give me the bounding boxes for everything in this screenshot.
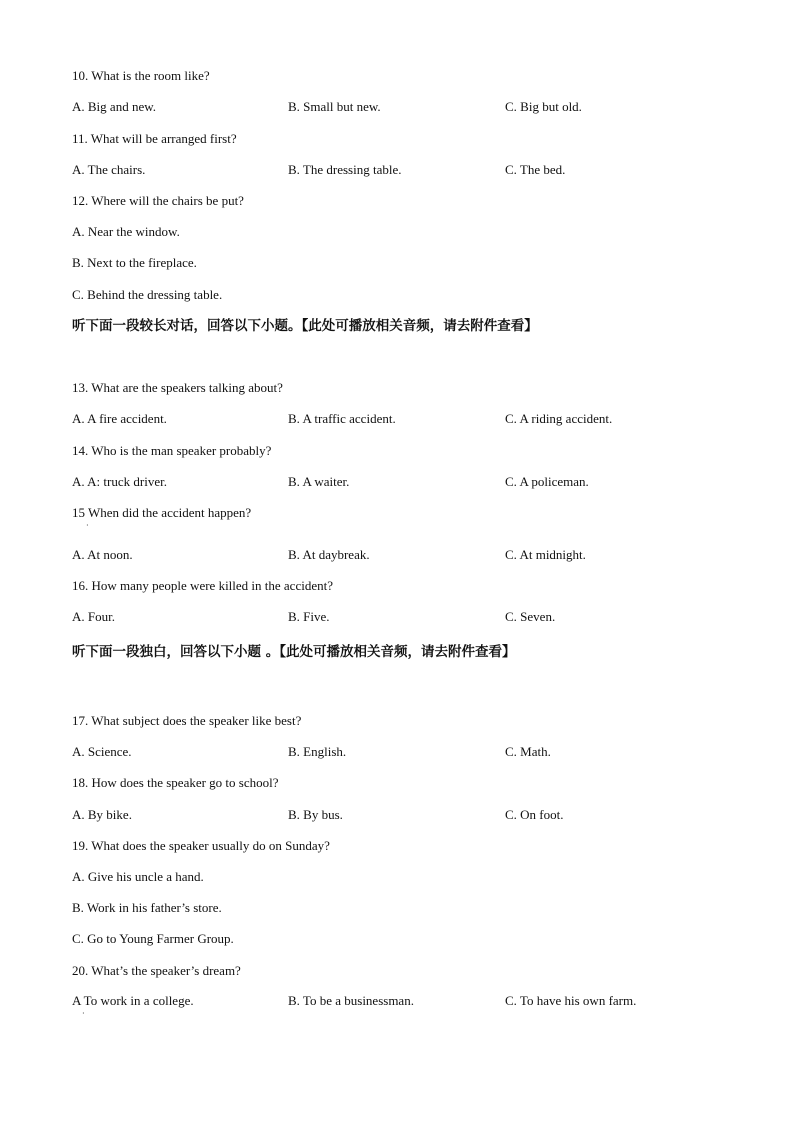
question-19: 19. What does the speaker usually do on Sunday? bbox=[72, 838, 330, 853]
q18-option-b: B. By bus. bbox=[288, 807, 343, 822]
stray-dot-mark-2: · bbox=[82, 1009, 85, 1018]
q14-option-c: C. A policeman. bbox=[505, 474, 589, 489]
stray-dot-mark: · bbox=[86, 521, 89, 530]
q13-option-b: B. A traffic accident. bbox=[288, 411, 396, 426]
q11-option-c: C. The bed. bbox=[505, 162, 566, 177]
question-16: 16. How many people were killed in the accident? bbox=[72, 578, 333, 593]
question-12: 12. Where will the chairs be put? bbox=[72, 193, 244, 208]
q10-option-b: B. Small but new. bbox=[288, 99, 381, 114]
q12-option-b: B. Next to the fireplace. bbox=[72, 255, 197, 270]
q10-option-a: A. Big and new. bbox=[72, 99, 157, 114]
monologue-instruction: 听下面一段独白，回答以下小题 。【此处可播放相关音频，请去附件查看】 bbox=[72, 644, 516, 660]
q16-option-a: A. Four. bbox=[72, 609, 115, 624]
q20-option-c: C. To have his own farm. bbox=[505, 993, 637, 1008]
q15-option-c: C. At midnight. bbox=[505, 547, 586, 562]
q13-option-c: C. A riding accident. bbox=[505, 411, 613, 426]
q17-option-a: A. Science. bbox=[72, 744, 132, 759]
question-14: 14. Who is the man speaker probably? bbox=[72, 443, 272, 458]
question-18: 18. How does the speaker go to school? bbox=[72, 775, 279, 790]
q16-option-b: B. Five. bbox=[288, 609, 330, 624]
question-17: 17. What subject does the speaker like best? bbox=[72, 713, 302, 728]
q12-option-a: A. Near the window. bbox=[72, 224, 180, 239]
question-11: 11. What will be arranged first? bbox=[72, 131, 237, 146]
q16-option-c: C. Seven. bbox=[505, 609, 556, 624]
q19-option-a: A. Give his uncle a hand. bbox=[72, 869, 204, 884]
q11-option-b: B. The dressing table. bbox=[288, 162, 402, 177]
q20-option-a: A To work in a college. bbox=[72, 993, 194, 1008]
dialogue-instruction: 听下面一段较长对话，回答以下小题。【此处可播放相关音频，请去附件查看】 bbox=[72, 318, 538, 334]
q17-option-c: C. Math. bbox=[505, 744, 551, 759]
question-10: 10. What is the room like? bbox=[72, 68, 210, 83]
q13-option-a: A. A fire accident. bbox=[72, 411, 167, 426]
q12-option-c: C. Behind the dressing table. bbox=[72, 287, 223, 302]
q18-option-a: A. By bike. bbox=[72, 807, 132, 822]
q17-option-b: B. English. bbox=[288, 744, 347, 759]
q11-option-a: A. The chairs. bbox=[72, 162, 146, 177]
q10-option-c: C. Big but old. bbox=[505, 99, 582, 114]
q18-option-c: C. On foot. bbox=[505, 807, 564, 822]
q19-option-c: C. Go to Young Farmer Group. bbox=[72, 931, 234, 946]
question-15: 15 When did the accident happen? bbox=[72, 505, 252, 520]
q14-option-b: B. A waiter. bbox=[288, 474, 350, 489]
q19-option-b: B. Work in his father’s store. bbox=[72, 900, 222, 915]
q20-option-b: B. To be a businessman. bbox=[288, 993, 414, 1008]
question-20: 20. What’s the speaker’s dream? bbox=[72, 963, 241, 978]
q15-option-a: A. At noon. bbox=[72, 547, 133, 562]
question-13: 13. What are the speakers talking about? bbox=[72, 380, 283, 395]
q15-option-b: B. At daybreak. bbox=[288, 547, 370, 562]
q14-option-a: A. A: truck driver. bbox=[72, 474, 167, 489]
